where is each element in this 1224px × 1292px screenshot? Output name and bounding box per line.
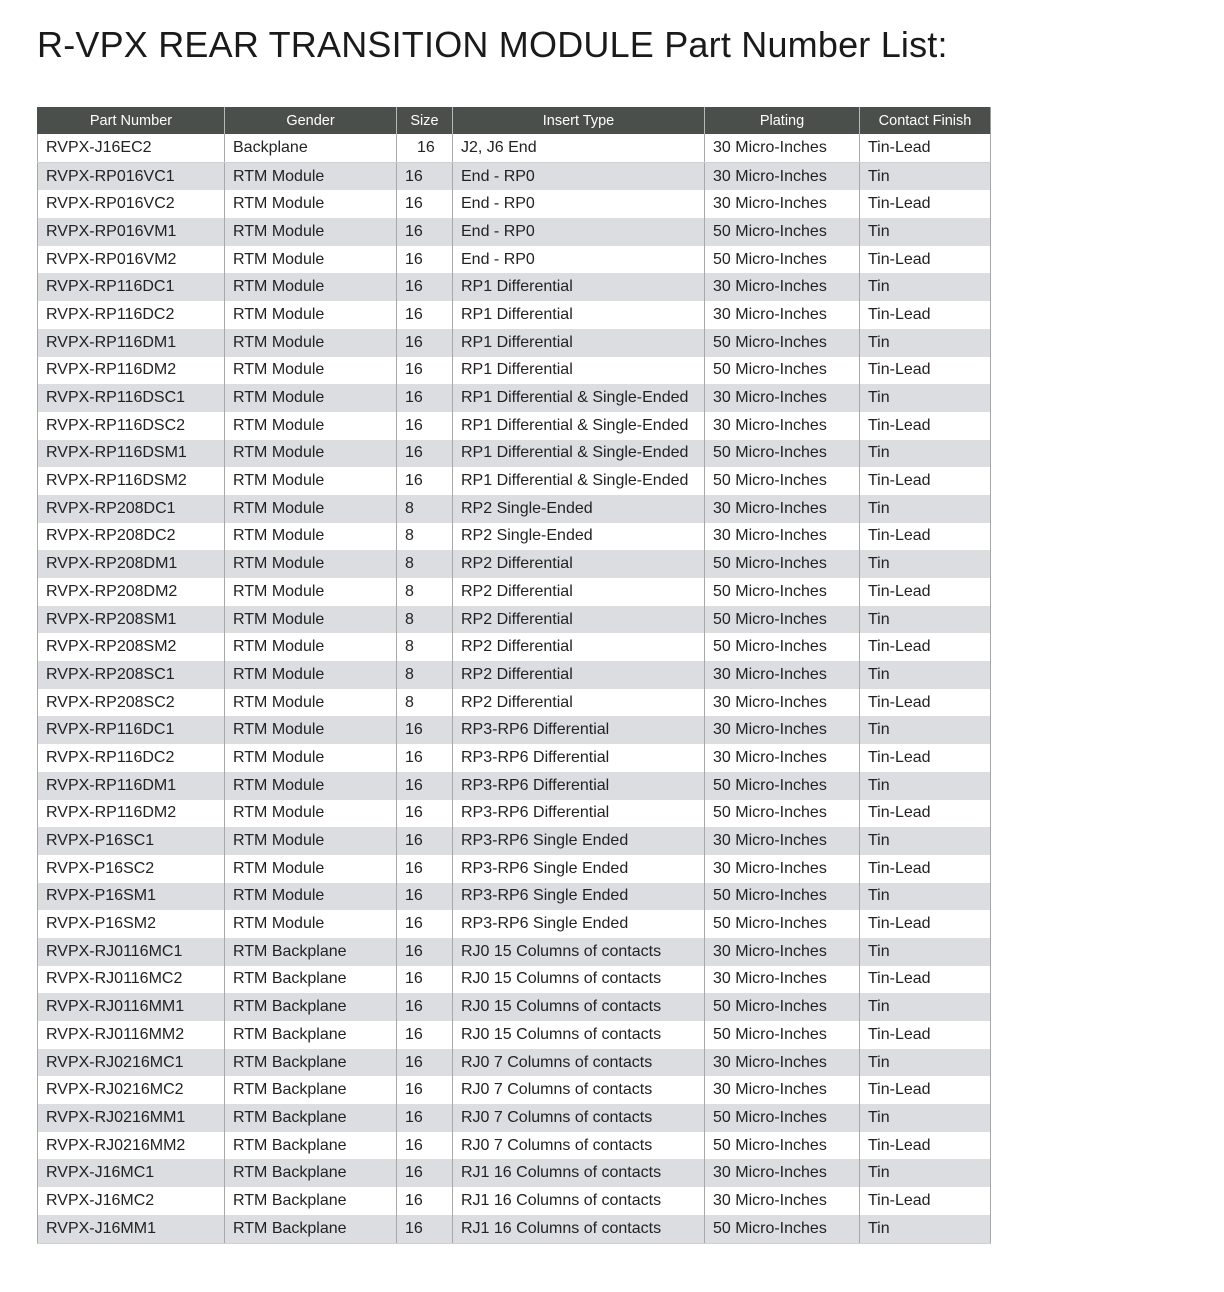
contact-finish-cell: Tin-Lead [860,966,991,994]
size-cell: 16 [397,1049,453,1077]
size-cell: 8 [397,578,453,606]
gender-cell: RTM Module [225,661,397,689]
contact-finish-cell: Tin-Lead [860,744,991,772]
insert-type-cell: End - RP0 [453,246,705,274]
plating-cell: 50 Micro-Inches [705,1215,860,1243]
part-number-cell: RVPX-P16SC1 [38,827,225,855]
contact-finish-cell: Tin-Lead [860,467,991,495]
size-cell: 16 [397,827,453,855]
insert-type-cell: RP3-RP6 Single Ended [453,827,705,855]
insert-type-cell: End - RP0 [453,190,705,218]
contact-finish-cell: Tin [860,218,991,246]
gender-cell: RTM Module [225,772,397,800]
part-number-cell: RVPX-RP208SC2 [38,689,225,717]
plating-cell: 50 Micro-Inches [705,800,860,828]
part-number-cell: RVPX-RP208DC2 [38,523,225,551]
contact-finish-cell: Tin [860,772,991,800]
size-cell: 16 [397,218,453,246]
table-row [38,495,991,523]
contact-finish-cell: Tin-Lead [860,523,991,551]
table-row [38,357,991,385]
contact-finish-cell: Tin-Lead [860,800,991,828]
contact-finish-cell: Tin [860,1104,991,1132]
size-cell: 8 [397,495,453,523]
size-cell: 16 [397,744,453,772]
plating-cell: 30 Micro-Inches [705,273,860,301]
plating-cell: 30 Micro-Inches [705,384,860,412]
contact-finish-cell: Tin-Lead [860,134,991,162]
contact-finish-cell: Tin [860,440,991,468]
gender-cell: RTM Module [225,689,397,717]
insert-type-cell: RP2 Differential [453,606,705,634]
size-cell: 16 [397,329,453,357]
table-row [38,966,991,994]
size-cell: 16 [397,716,453,744]
part-number-cell: RVPX-RP016VC2 [38,190,225,218]
size-cell: 16 [397,190,453,218]
part-number-cell: RVPX-J16MM1 [38,1215,225,1243]
table-row [38,744,991,772]
plating-cell: 30 Micro-Inches [705,412,860,440]
table-body [38,134,991,1243]
contact-finish-cell: Tin-Lead [860,1021,991,1049]
insert-type-cell: RP2 Single-Ended [453,523,705,551]
plating-cell: 30 Micro-Inches [705,1076,860,1104]
size-cell: 16 [397,772,453,800]
insert-type-cell: RP1 Differential [453,273,705,301]
gender-cell: RTM Module [225,301,397,329]
table-row [38,218,991,246]
plating-cell: 50 Micro-Inches [705,578,860,606]
gender-cell: RTM Module [225,716,397,744]
insert-type-cell: RJ0 7 Columns of contacts [453,1104,705,1132]
gender-cell: RTM Module [225,273,397,301]
size-cell: 16 [397,800,453,828]
page-title: R-VPX REAR TRANSITION MODULE Part Number List: [37,24,948,65]
gender-cell: RTM Module [225,910,397,938]
contact-finish-cell: Tin [860,883,991,911]
contact-finish-cell: Tin-Lead [860,1132,991,1160]
insert-type-cell: RP3-RP6 Single Ended [453,855,705,883]
contact-finish-cell: Tin [860,1159,991,1187]
plating-cell: 50 Micro-Inches [705,218,860,246]
insert-type-cell: RP1 Differential & Single-Ended [453,467,705,495]
gender-cell: RTM Backplane [225,966,397,994]
size-cell: 16 [397,412,453,440]
plating-cell: 30 Micro-Inches [705,162,860,190]
insert-type-cell: RP2 Single-Ended [453,495,705,523]
insert-type-cell: RP2 Differential [453,689,705,717]
part-number-cell: RVPX-J16EC2 [38,134,225,162]
gender-cell: RTM Backplane [225,1187,397,1215]
plating-cell: 30 Micro-Inches [705,716,860,744]
insert-type-cell: RP1 Differential [453,329,705,357]
contact-finish-cell: Tin [860,162,991,190]
insert-type-cell: RP1 Differential & Single-Ended [453,412,705,440]
size-cell: 16 [397,1159,453,1187]
part-number-cell: RVPX-RP116DC1 [38,716,225,744]
plating-cell: 30 Micro-Inches [705,495,860,523]
insert-type-cell: RP1 Differential [453,301,705,329]
plating-cell: 30 Micro-Inches [705,134,860,162]
contact-finish-cell: Tin [860,827,991,855]
table-row [38,1159,991,1187]
gender-cell: RTM Module [225,855,397,883]
plating-cell: 50 Micro-Inches [705,606,860,634]
table-row [38,827,991,855]
part-number-cell: RVPX-RP116DSC2 [38,412,225,440]
gender-cell: RTM Module [225,467,397,495]
contact-finish-cell: Tin-Lead [860,246,991,274]
gender-cell: RTM Module [225,162,397,190]
insert-type-cell: RP2 Differential [453,550,705,578]
plating-cell: 30 Micro-Inches [705,523,860,551]
size-cell: 8 [397,633,453,661]
part-number-cell: RVPX-RP208SM1 [38,606,225,634]
contact-finish-cell: Tin-Lead [860,689,991,717]
gender-cell: RTM Backplane [225,1132,397,1160]
gender-cell: Backplane [225,134,397,162]
plating-cell: 50 Micro-Inches [705,910,860,938]
gender-cell: RTM Module [225,495,397,523]
table-row [38,993,991,1021]
insert-type-cell: RJ0 15 Columns of contacts [453,966,705,994]
table-row [38,883,991,911]
table-row [38,1187,991,1215]
table-row [38,412,991,440]
gender-cell: RTM Module [225,827,397,855]
gender-cell: RTM Module [225,357,397,385]
table-row [38,910,991,938]
contact-finish-cell: Tin-Lead [860,1076,991,1104]
size-cell: 8 [397,689,453,717]
size-cell: 16 [397,1021,453,1049]
insert-type-cell: RJ0 15 Columns of contacts [453,938,705,966]
part-number-cell: RVPX-RP016VC1 [38,162,225,190]
plating-cell: 50 Micro-Inches [705,357,860,385]
contact-finish-cell: Tin [860,329,991,357]
insert-type-cell: RJ0 7 Columns of contacts [453,1076,705,1104]
contact-finish-cell: Tin [860,384,991,412]
table-row [38,384,991,412]
part-number-cell: RVPX-RP116DSM2 [38,467,225,495]
insert-type-cell: J2, J6 End [453,134,705,162]
table-row [38,523,991,551]
table-row [38,578,991,606]
table-row [38,1215,991,1243]
contact-finish-cell: Tin [860,1215,991,1243]
size-cell: 16 [397,966,453,994]
gender-cell: RTM Module [225,744,397,772]
gender-cell: RTM Module [225,384,397,412]
plating-cell: 30 Micro-Inches [705,938,860,966]
gender-cell: RTM Module [225,606,397,634]
table-row [38,1076,991,1104]
part-number-cell: RVPX-RP116DSM1 [38,440,225,468]
plating-cell: 50 Micro-Inches [705,993,860,1021]
part-number-cell: RVPX-RJ0116MC1 [38,938,225,966]
size-cell: 16 [397,246,453,274]
insert-type-cell: RP1 Differential & Single-Ended [453,384,705,412]
plating-cell: 50 Micro-Inches [705,633,860,661]
gender-cell: RTM Backplane [225,1159,397,1187]
size-cell: 8 [397,523,453,551]
plating-cell: 50 Micro-Inches [705,1132,860,1160]
insert-type-cell: RP3-RP6 Differential [453,716,705,744]
plating-cell: 50 Micro-Inches [705,329,860,357]
contact-finish-cell: Tin [860,993,991,1021]
contact-finish-cell: Tin-Lead [860,301,991,329]
part-number-cell: RVPX-RP116DC2 [38,301,225,329]
table-row [38,800,991,828]
size-cell: 16 [397,1104,453,1132]
table-row [38,162,991,190]
table-row [38,1021,991,1049]
contact-finish-cell: Tin-Lead [860,855,991,883]
size-cell: 16 [397,162,453,190]
size-cell: 16 [397,1132,453,1160]
part-number-cell: RVPX-RJ0216MC1 [38,1049,225,1077]
part-number-cell: RVPX-RP208DM2 [38,578,225,606]
contact-finish-cell: Tin [860,938,991,966]
contact-finish-cell: Tin [860,495,991,523]
contact-finish-cell: Tin-Lead [860,910,991,938]
part-number-cell: RVPX-RP016VM1 [38,218,225,246]
gender-cell: RTM Backplane [225,938,397,966]
insert-type-cell: RP2 Differential [453,633,705,661]
contact-finish-cell: Tin [860,606,991,634]
insert-type-cell: RJ0 7 Columns of contacts [453,1132,705,1160]
insert-type-cell: RP3-RP6 Differential [453,744,705,772]
size-cell: 16 [397,1215,453,1243]
plating-cell: 30 Micro-Inches [705,966,860,994]
contact-finish-cell: Tin-Lead [860,578,991,606]
contact-finish-cell: Tin-Lead [860,357,991,385]
insert-type-cell: RP1 Differential [453,357,705,385]
part-number-cell: RVPX-RP208SC1 [38,661,225,689]
plating-cell: 50 Micro-Inches [705,440,860,468]
insert-type-cell: RP3-RP6 Differential [453,772,705,800]
insert-type-cell: RP2 Differential [453,661,705,689]
size-cell: 16 [397,134,453,162]
size-cell: 16 [397,910,453,938]
table-row [38,134,991,162]
plating-cell: 50 Micro-Inches [705,467,860,495]
size-cell: 8 [397,550,453,578]
part-number-cell: RVPX-RJ0116MM1 [38,993,225,1021]
part-number-cell: RVPX-RJ0116MM2 [38,1021,225,1049]
size-cell: 16 [397,938,453,966]
part-number-cell: RVPX-RP208DC1 [38,495,225,523]
part-number-cell: RVPX-RJ0216MC2 [38,1076,225,1104]
part-number-cell: RVPX-J16MC1 [38,1159,225,1187]
insert-type-cell: RP3-RP6 Single Ended [453,910,705,938]
gender-cell: RTM Backplane [225,993,397,1021]
insert-type-cell: RJ1 16 Columns of contacts [453,1215,705,1243]
table-row [38,190,991,218]
gender-cell: RTM Module [225,246,397,274]
insert-type-cell: RJ0 15 Columns of contacts [453,993,705,1021]
table-header [38,107,991,134]
part-number-cell: RVPX-RP116DM1 [38,329,225,357]
part-number-table [37,107,991,1244]
column-header-plating: Plating [705,107,860,134]
size-cell: 16 [397,357,453,385]
table-row [38,550,991,578]
insert-type-cell: RP1 Differential & Single-Ended [453,440,705,468]
part-number-cell: RVPX-P16SM1 [38,883,225,911]
gender-cell: RTM Module [225,523,397,551]
gender-cell: RTM Backplane [225,1021,397,1049]
gender-cell: RTM Module [225,633,397,661]
plating-cell: 30 Micro-Inches [705,744,860,772]
table-row [38,1104,991,1132]
part-number-cell: RVPX-RP116DC1 [38,273,225,301]
table-row [38,1049,991,1077]
table-row [38,689,991,717]
column-header-insert-type: Insert Type [453,107,705,134]
size-cell: 16 [397,993,453,1021]
table-row [38,1132,991,1160]
part-number-cell: RVPX-P16SC2 [38,855,225,883]
gender-cell: RTM Module [225,329,397,357]
part-number-cell: RVPX-P16SM2 [38,910,225,938]
size-cell: 8 [397,661,453,689]
gender-cell: RTM Module [225,550,397,578]
part-number-cell: RVPX-RP016VM2 [38,246,225,274]
contact-finish-cell: Tin [860,716,991,744]
table-row [38,329,991,357]
column-header-part-number: Part Number [38,107,225,134]
gender-cell: RTM Module [225,440,397,468]
table-row [38,661,991,689]
plating-cell: 50 Micro-Inches [705,550,860,578]
insert-type-cell: RJ0 7 Columns of contacts [453,1049,705,1077]
gender-cell: RTM Module [225,218,397,246]
contact-finish-cell: Tin [860,661,991,689]
column-header-gender: Gender [225,107,397,134]
column-header-size: Size [397,107,453,134]
table-row [38,855,991,883]
plating-cell: 30 Micro-Inches [705,1159,860,1187]
column-header-contact-finish: Contact Finish [860,107,991,134]
part-number-cell: RVPX-J16MC2 [38,1187,225,1215]
gender-cell: RTM Backplane [225,1076,397,1104]
table-row [38,633,991,661]
header-row [38,107,991,134]
contact-finish-cell: Tin-Lead [860,1187,991,1215]
contact-finish-cell: Tin [860,1049,991,1077]
plating-cell: 50 Micro-Inches [705,246,860,274]
size-cell: 16 [397,301,453,329]
plating-cell: 30 Micro-Inches [705,190,860,218]
part-number-cell: RVPX-RP116DM2 [38,800,225,828]
plating-cell: 30 Micro-Inches [705,301,860,329]
contact-finish-cell: Tin [860,550,991,578]
table-row [38,606,991,634]
plating-cell: 30 Micro-Inches [705,1049,860,1077]
table-row [38,273,991,301]
size-cell: 8 [397,606,453,634]
part-number-cell: RVPX-RJ0116MC2 [38,966,225,994]
part-number-cell: RVPX-RP116DM2 [38,357,225,385]
table-row [38,301,991,329]
part-number-cell: RVPX-RP116DSC1 [38,384,225,412]
part-number-cell: RVPX-RP116DM1 [38,772,225,800]
insert-type-cell: RP3-RP6 Single Ended [453,883,705,911]
plating-cell: 30 Micro-Inches [705,1187,860,1215]
size-cell: 16 [397,1187,453,1215]
table-row [38,938,991,966]
size-cell: 16 [397,1076,453,1104]
insert-type-cell: RP3-RP6 Differential [453,800,705,828]
contact-finish-cell: Tin-Lead [860,633,991,661]
insert-type-cell: End - RP0 [453,162,705,190]
gender-cell: RTM Module [225,883,397,911]
gender-cell: RTM Backplane [225,1215,397,1243]
table-row [38,772,991,800]
part-number-cell: RVPX-RP208DM1 [38,550,225,578]
insert-type-cell: RJ0 15 Columns of contacts [453,1021,705,1049]
insert-type-cell: RP2 Differential [453,578,705,606]
gender-cell: RTM Backplane [225,1104,397,1132]
gender-cell: RTM Module [225,800,397,828]
gender-cell: RTM Module [225,578,397,606]
size-cell: 16 [397,273,453,301]
size-cell: 16 [397,855,453,883]
gender-cell: RTM Module [225,190,397,218]
insert-type-cell: End - RP0 [453,218,705,246]
plating-cell: 30 Micro-Inches [705,855,860,883]
plating-cell: 50 Micro-Inches [705,1021,860,1049]
plating-cell: 30 Micro-Inches [705,689,860,717]
part-number-cell: RVPX-RP116DC2 [38,744,225,772]
part-number-cell: RVPX-RJ0216MM2 [38,1132,225,1160]
part-number-cell: RVPX-RP208SM2 [38,633,225,661]
size-cell: 16 [397,883,453,911]
insert-type-cell: RJ1 16 Columns of contacts [453,1187,705,1215]
size-cell: 16 [397,384,453,412]
plating-cell: 50 Micro-Inches [705,772,860,800]
plating-cell: 30 Micro-Inches [705,661,860,689]
size-cell: 16 [397,467,453,495]
plating-cell: 50 Micro-Inches [705,1104,860,1132]
table-row [38,467,991,495]
insert-type-cell: RJ1 16 Columns of contacts [453,1159,705,1187]
plating-cell: 30 Micro-Inches [705,827,860,855]
gender-cell: RTM Module [225,412,397,440]
table-row [38,246,991,274]
contact-finish-cell: Tin-Lead [860,190,991,218]
size-cell: 16 [397,440,453,468]
gender-cell: RTM Backplane [225,1049,397,1077]
contact-finish-cell: Tin-Lead [860,412,991,440]
contact-finish-cell: Tin [860,273,991,301]
table-row [38,440,991,468]
table-row [38,716,991,744]
part-number-cell: RVPX-RJ0216MM1 [38,1104,225,1132]
plating-cell: 50 Micro-Inches [705,883,860,911]
